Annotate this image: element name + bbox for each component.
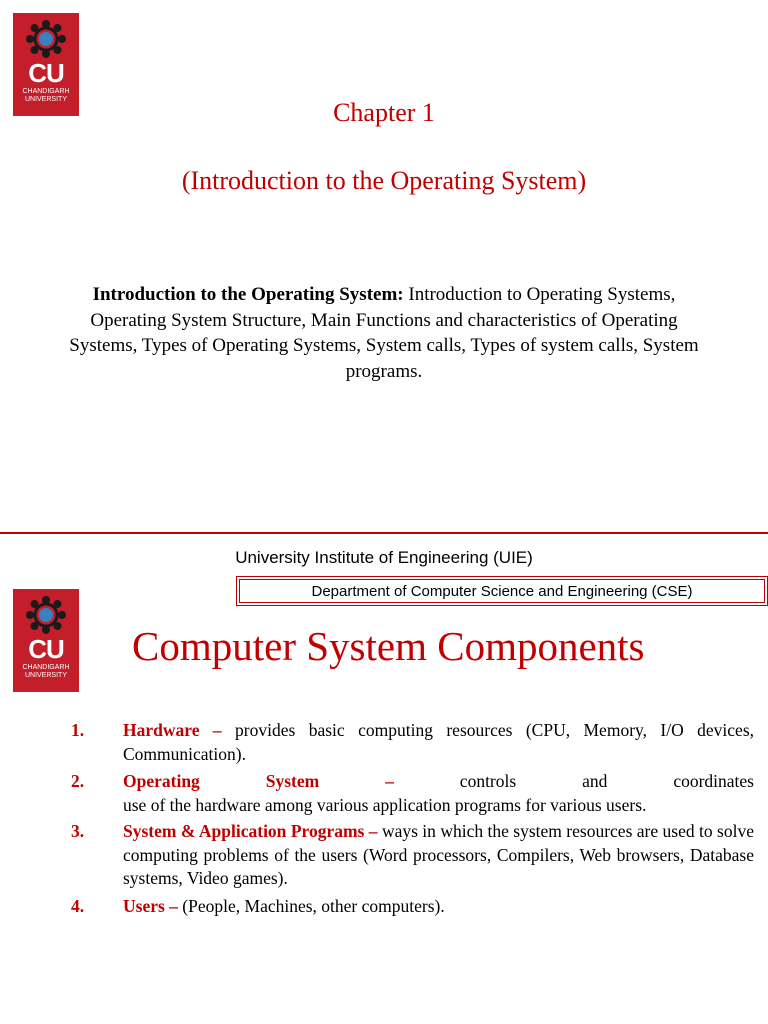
list-body	[123, 719, 754, 766]
list-body	[123, 770, 754, 817]
chapter-title: Chapter 1	[333, 98, 435, 127]
intro-paragraph	[62, 282, 706, 384]
list-number: 4.	[71, 896, 85, 916]
logo-name: CHANDIGARH UNIVERSITY	[22, 88, 70, 103]
intro-text: Introduction to Operating Systems, Operating System Structure, Main Functions and characteristics of Operating Systems, Types of Operating Systems, System calls, Types of system calls, System programs.	[69, 284, 699, 382]
chapter-subtitle: (Introduction to the Operating System)	[181, 166, 587, 195]
list-number: 3.	[71, 821, 85, 841]
list-text: controls	[459, 771, 517, 791]
institute-header: University Institute of Engineering (UIE)	[235, 548, 533, 567]
list-term-dash: –	[385, 771, 394, 791]
list-number: 2.	[71, 771, 85, 791]
gear-emblem-icon	[23, 595, 69, 635]
logo-acronym: CU	[28, 634, 64, 664]
slide-divider	[0, 532, 768, 534]
list-number: 1.	[71, 720, 85, 740]
university-logo-2	[13, 589, 79, 692]
list-text: (People, Machines, other computers).	[177, 896, 445, 916]
slide-title: Computer System Components	[132, 623, 645, 669]
intro-label: Introduction to the Operating System:	[92, 284, 404, 305]
list-term: System	[265, 771, 320, 791]
logo-name: CHANDIGARH UNIVERSITY	[22, 664, 70, 679]
gear-emblem-icon	[23, 19, 69, 59]
list-term: Users –	[123, 896, 178, 916]
list-text: ways in which the system resources are used to solve computing problems of the users (Word processors, Compilers, Web browsers, Database systems, Video games).	[123, 821, 754, 888]
list-text: coordinates	[673, 771, 754, 791]
list-text: provides basic computing resources (CPU, Memory, I/O devices, Communication).	[123, 720, 755, 764]
department-banner: Department of Computer Science and Engineering (CSE)	[236, 576, 768, 606]
logo-acronym: CU	[28, 58, 64, 88]
list-term: Hardware –	[123, 720, 222, 740]
list-term: Operating	[123, 771, 200, 791]
list-body	[123, 895, 754, 919]
list-term: System & Application Programs –	[123, 821, 378, 841]
list-text: use of the hardware among various application programs for various users.	[123, 794, 647, 815]
list-body	[123, 820, 754, 891]
list-text: and	[582, 771, 608, 791]
